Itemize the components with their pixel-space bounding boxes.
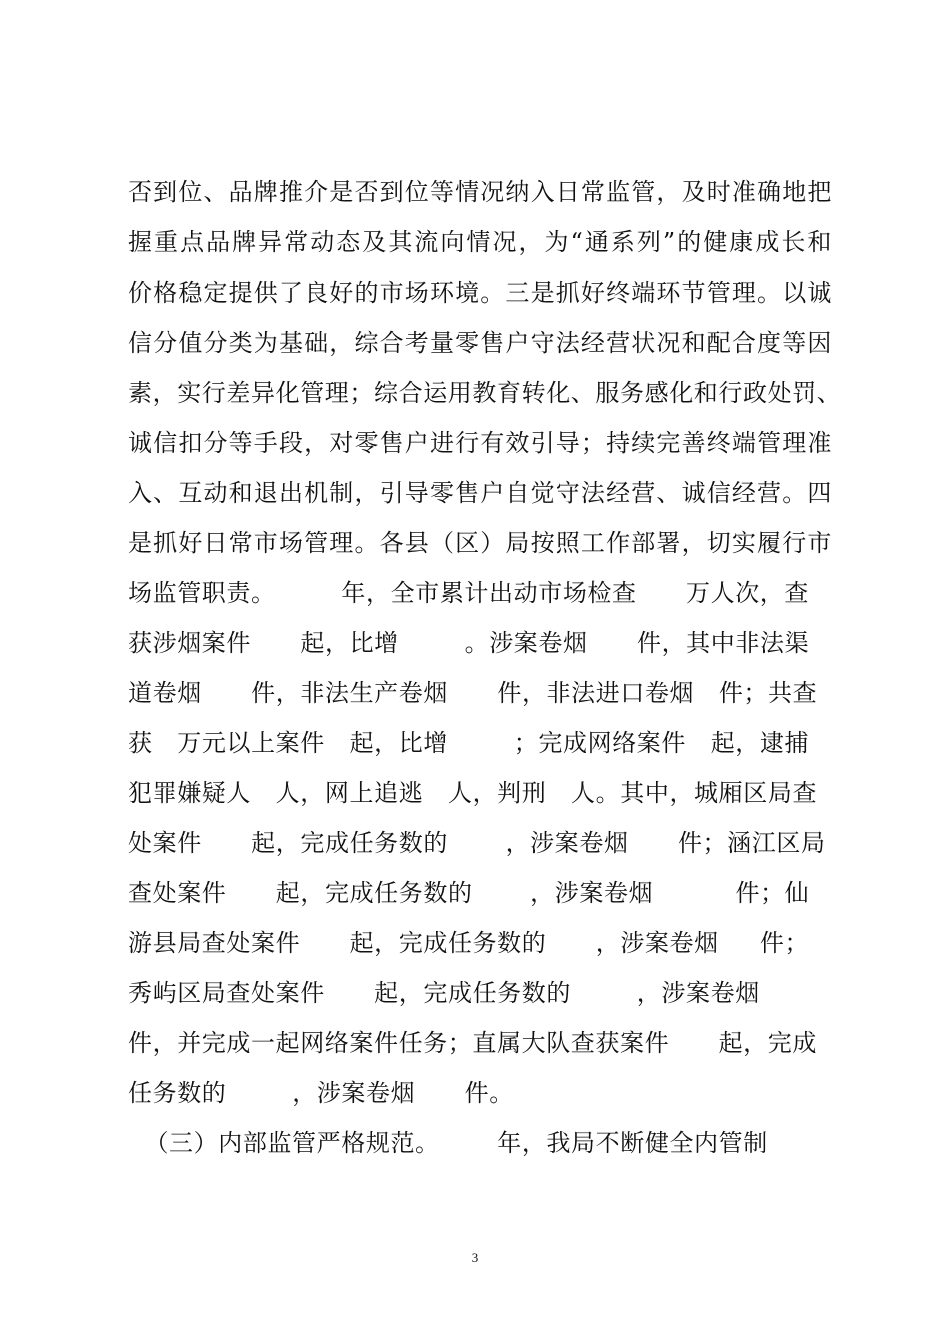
body-text-line: 素，实行差异化管理；综合运用教育转化、服务感化和行政处罚、 — [128, 379, 842, 407]
body-text-line: 诚信扣分等手段，对零售户进行有效引导；持续完善终端管理准 — [128, 429, 832, 457]
body-text-line: 是抓好日常市场管理。各县（区）局按照工作部署，切实履行市 — [128, 529, 832, 557]
page-number: 3 — [471, 1250, 479, 1265]
body-text-line: 入、互动和退出机制，引导零售户自觉守法经营、诚信经营。四 — [128, 479, 832, 507]
body-text-line: 价格稳定提供了良好的市场环境。三是抓好终端环节管理。以诚 — [128, 279, 832, 307]
body-text-line: 场监管职责。 年，全市累计出动市场检查 万人次，查 — [128, 579, 810, 607]
body-text-line: 犯罪嫌疑人 人，网上追逃 人，判刑 人。其中，城厢区局查 — [128, 779, 818, 807]
body-text-line: 件，并完成一起网络案件任务；直属大队查获案件 起，完成 — [128, 1029, 817, 1057]
body-text-line: 获 万元以上案件 起，比增 ；完成网络案件 起，逮捕 — [128, 729, 810, 757]
section-heading-line: （三）内部监管严格规范。 年，我局不断健全内管制 — [128, 1129, 768, 1157]
body-text-line: 任务数的 ，涉案卷烟 件。 — [128, 1079, 514, 1107]
body-text-line: 信分值分类为基础，综合考量零售户守法经营状况和配合度等因 — [128, 329, 832, 357]
body-text-line: 道卷烟 件，非法生产卷烟 件，非法进口卷烟 件；共查 — [128, 679, 818, 707]
body-text-line: 查处案件 起，完成任务数的 ，涉案卷烟 件；仙 — [128, 879, 810, 907]
body-text-line: 获涉烟案件 起，比增 。涉案卷烟 件，其中非法渠 — [128, 629, 810, 657]
body-text-line: 处案件 起，完成任务数的 ，涉案卷烟 件；涵江区局 — [128, 829, 826, 857]
body-text-line: 握重点品牌异常动态及其流向情况，为“通系列”的健康成长和 — [128, 228, 832, 256]
body-text-line: 秀屿区局查处案件 起，完成任务数的 ，涉案卷烟 — [128, 979, 760, 1007]
body-text-line: 否到位、品牌推介是否到位等情况纳入日常监管，及时准确地把 — [128, 178, 832, 206]
body-text-line: 游县局查处案件 起，完成任务数的 ，涉案卷烟 件； — [128, 929, 810, 957]
